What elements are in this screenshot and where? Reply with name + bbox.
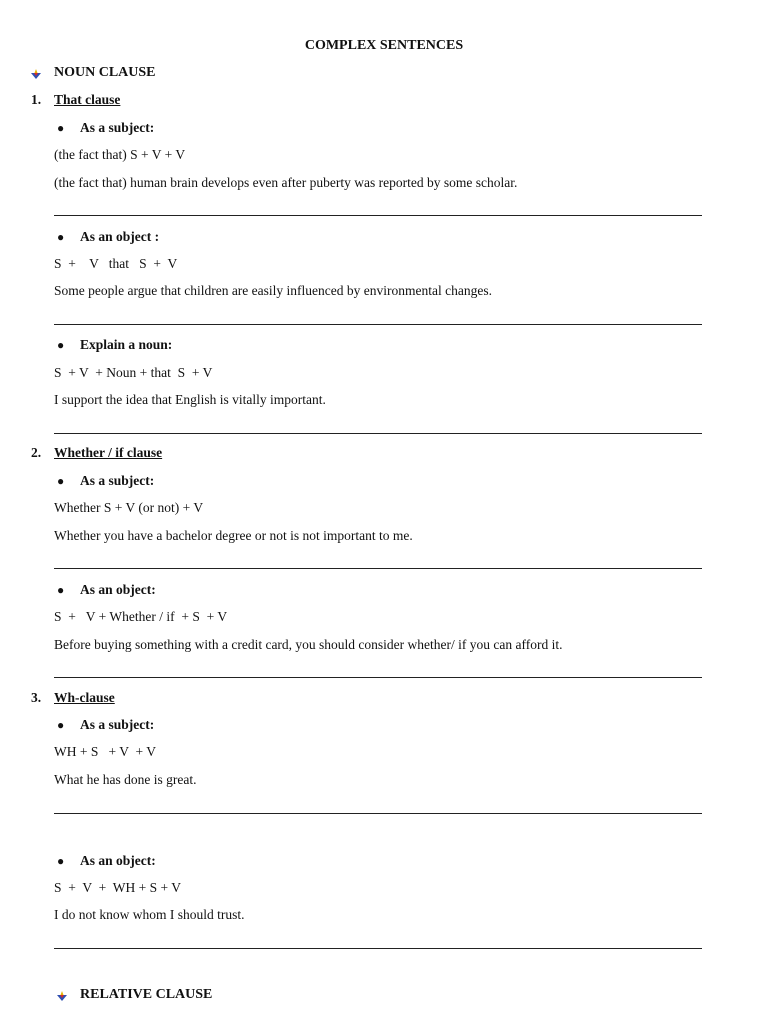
formula-text: (the fact that) S + V + V (54, 147, 186, 162)
example-text: I support the idea that English is vitally important. (54, 392, 326, 407)
bullet-label: As an object : (80, 229, 160, 244)
formula-text: Whether S + V (or not) + V (54, 500, 204, 515)
bullet-icon: ● (57, 338, 65, 352)
formula-text: WH + S + V + V (54, 744, 156, 759)
bullet-label: As an object: (80, 582, 156, 597)
divider (54, 568, 702, 569)
divider (54, 215, 702, 216)
formula-text: S + V that S + V (54, 256, 178, 271)
section-heading-noun-clause: NOUN CLAUSE (54, 65, 156, 80)
bullet-label: As an object: (80, 853, 156, 868)
example-text: Before buying something with a credit card, you should consider whether/ if you can afford it. (54, 637, 563, 652)
divider (54, 948, 702, 949)
list-number: 2. (31, 445, 42, 460)
bullet-icon: ● (57, 854, 65, 868)
example-text: I do not know whom I should trust. (54, 907, 245, 922)
bullet-icon: ● (57, 474, 65, 488)
list-number: 3. (31, 690, 42, 705)
divider (54, 324, 702, 325)
divider (54, 813, 702, 814)
arrow-bullet-icon (57, 991, 67, 1001)
example-text: Some people argue that children are easily influenced by environmental changes. (54, 283, 492, 298)
bullet-icon: ● (57, 718, 65, 732)
arrow-bullet-icon (31, 69, 41, 79)
bullet-icon: ● (57, 230, 65, 244)
section-heading-relative-clause: RELATIVE CLAUSE (80, 987, 213, 1002)
bullet-label: Explain a noun: (80, 337, 173, 352)
list-number: 1. (31, 92, 42, 107)
bullet-label: As a subject: (80, 473, 155, 488)
divider (54, 677, 702, 678)
example-text: What he has done is great. (54, 772, 197, 787)
subsection-heading-wh-clause: Wh-clause (54, 690, 115, 705)
bullet-label: As a subject: (80, 120, 155, 135)
bullet-label: As a subject: (80, 717, 155, 732)
formula-text: S + V + Whether / if + S + V (54, 609, 228, 624)
bullet-icon: ● (57, 121, 65, 135)
example-text: (the fact that) human brain develops even after puberty was reported by some scholar. (54, 175, 518, 190)
formula-text: S + V + WH + S + V (54, 880, 181, 895)
subsection-heading-that-clause: That clause (54, 92, 121, 107)
example-text: Whether you have a bachelor degree or not is not important to me. (54, 528, 413, 543)
subsection-heading-whether-clause: Whether / if clause (54, 445, 163, 460)
divider (54, 433, 702, 434)
formula-text: S + V + Noun + that S + V (54, 365, 213, 380)
bullet-icon: ● (57, 583, 65, 597)
page-title: COMPLEX SENTENCES (304, 38, 464, 53)
